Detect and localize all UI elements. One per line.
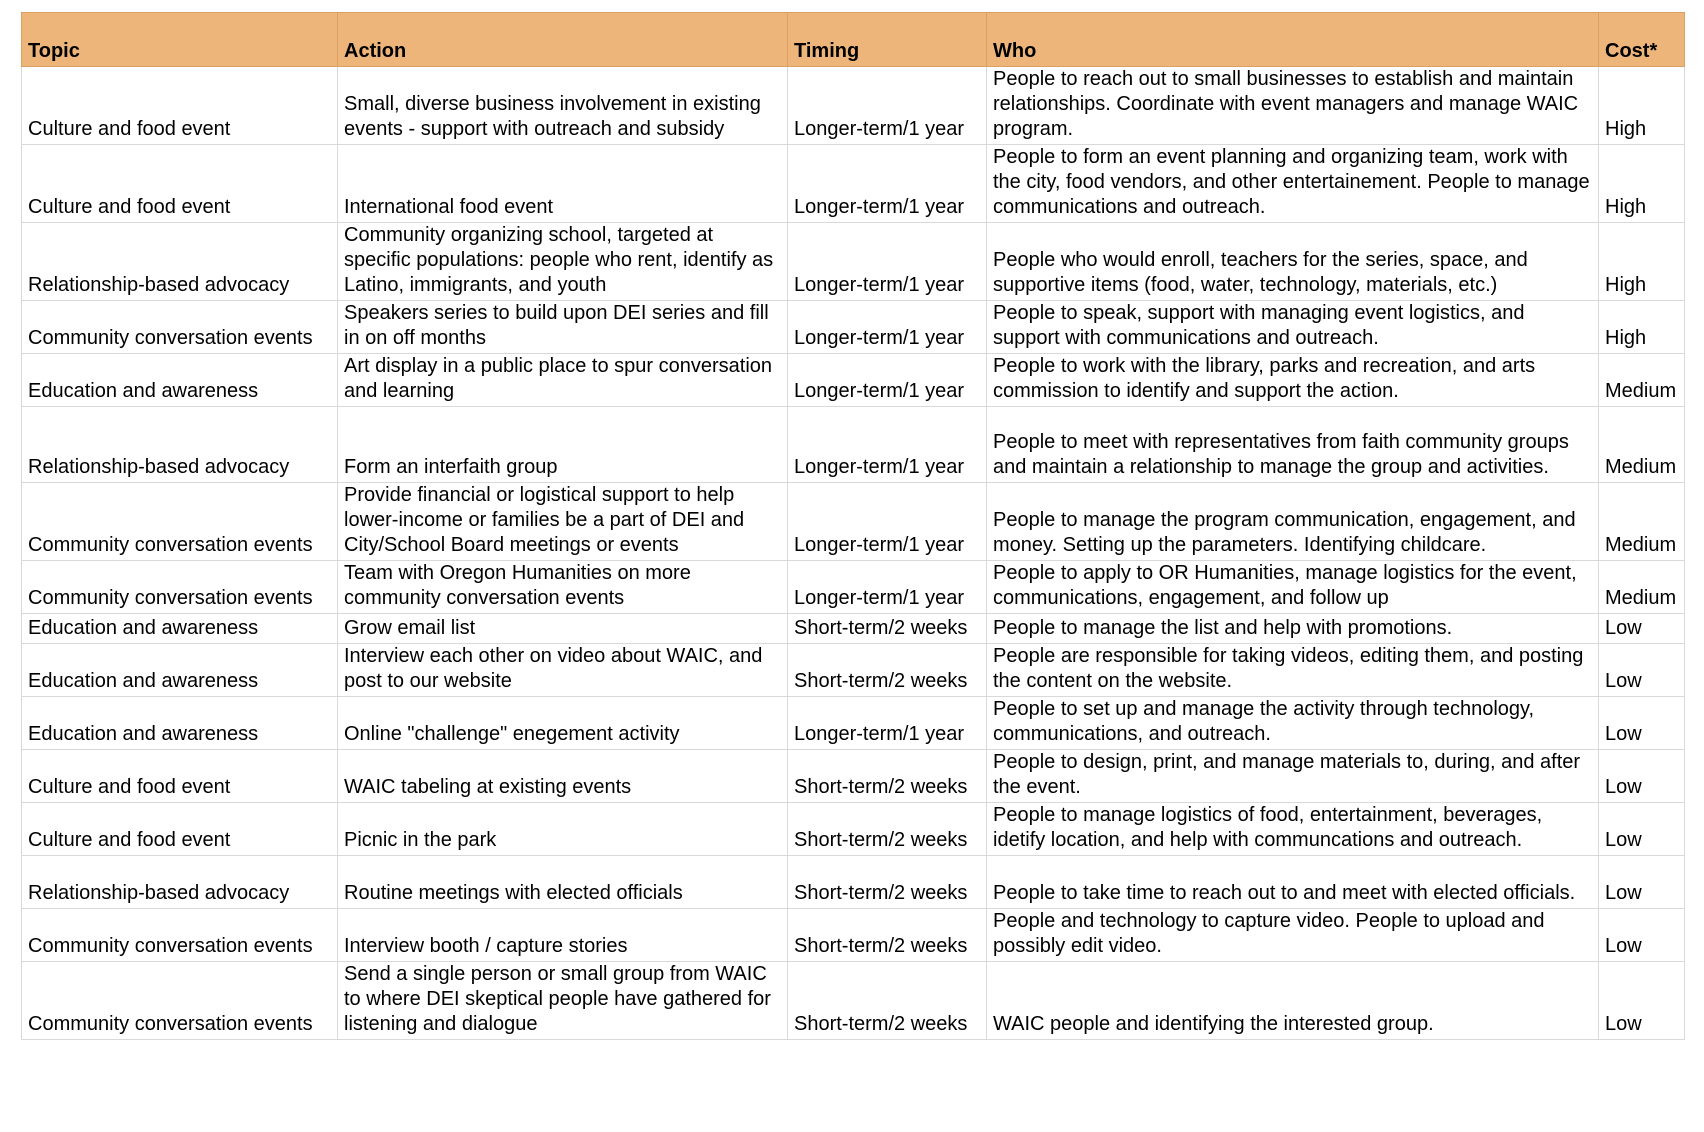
cell-topic[interactable]: Community conversation events [22, 962, 338, 1040]
cell-topic[interactable]: Culture and food event [22, 145, 338, 223]
cell-timing[interactable]: Short-term/2 weeks [788, 614, 987, 644]
cell-cost[interactable]: Low [1599, 697, 1685, 750]
cell-cost[interactable]: Medium [1599, 561, 1685, 614]
cell-cost[interactable]: Medium [1599, 407, 1685, 483]
cell-timing[interactable]: Short-term/2 weeks [788, 750, 987, 803]
cell-cost[interactable]: Low [1599, 614, 1685, 644]
cell-cost[interactable]: Low [1599, 962, 1685, 1040]
cell-timing[interactable]: Longer-term/1 year [788, 561, 987, 614]
cell-who[interactable]: People to work with the library, parks and recreation, and arts commission to identify and support the action. [987, 354, 1599, 407]
table-row [22, 614, 1685, 644]
cell-action[interactable]: Team with Oregon Humanities on more community conversation events [338, 561, 788, 614]
cell-topic[interactable]: Education and awareness [22, 614, 338, 644]
cell-timing[interactable]: Longer-term/1 year [788, 407, 987, 483]
header-timing[interactable]: Timing [788, 13, 987, 67]
cell-action[interactable]: Send a single person or small group from WAIC to where DEI skeptical people have gathered for listening and dialogue [338, 962, 788, 1040]
cell-topic[interactable]: Culture and food event [22, 750, 338, 803]
cell-cost[interactable]: High [1599, 301, 1685, 354]
header-cost[interactable]: Cost* [1599, 13, 1685, 67]
cell-who[interactable]: People who would enroll, teachers for the series, space, and supportive items (food, water, technology, materials, etc.) [987, 223, 1599, 301]
cell-who[interactable]: People to set up and manage the activity through technology, communications, and outreach. [987, 697, 1599, 750]
table-row [22, 962, 1685, 1040]
cell-action[interactable]: WAIC tabeling at existing events [338, 750, 788, 803]
cell-topic[interactable]: Community conversation events [22, 561, 338, 614]
cell-cost[interactable]: Medium [1599, 354, 1685, 407]
table-row [22, 67, 1685, 145]
cell-cost[interactable]: Low [1599, 909, 1685, 962]
cell-cost[interactable]: High [1599, 67, 1685, 145]
table-row [22, 483, 1685, 561]
cell-action[interactable]: Interview booth / capture stories [338, 909, 788, 962]
cell-topic[interactable]: Education and awareness [22, 697, 338, 750]
cell-timing[interactable]: Longer-term/1 year [788, 223, 987, 301]
cell-who[interactable]: People to speak, support with managing event logistics, and support with communications and outreach. [987, 301, 1599, 354]
cell-who[interactable]: People are responsible for taking videos, editing them, and posting the content on the website. [987, 644, 1599, 697]
cell-topic[interactable]: Relationship-based advocacy [22, 856, 338, 909]
cell-action[interactable]: Community organizing school, targeted at specific populations: people who rent, identify as Latino, immigrants, and youth [338, 223, 788, 301]
cell-action[interactable]: Picnic in the park [338, 803, 788, 856]
cell-topic[interactable]: Community conversation events [22, 483, 338, 561]
cell-action[interactable]: Form an interfaith group [338, 407, 788, 483]
cell-who[interactable]: People to manage the list and help with promotions. [987, 614, 1599, 644]
cell-who[interactable]: People to take time to reach out to and meet with elected officials. [987, 856, 1599, 909]
cell-who[interactable]: People to apply to OR Humanities, manage logistics for the event, communications, engagement, and follow up [987, 561, 1599, 614]
cell-action[interactable]: Grow email list [338, 614, 788, 644]
header-row [22, 13, 1685, 67]
cell-cost[interactable]: High [1599, 223, 1685, 301]
table-row [22, 750, 1685, 803]
table-row [22, 223, 1685, 301]
cell-timing[interactable]: Short-term/2 weeks [788, 856, 987, 909]
cell-topic[interactable]: Community conversation events [22, 301, 338, 354]
table-row [22, 644, 1685, 697]
header-topic[interactable]: Topic [22, 13, 338, 67]
cell-who[interactable]: People to reach out to small businesses to establish and maintain relationships. Coordinate with event managers and manage WAIC program. [987, 67, 1599, 145]
cell-topic[interactable]: Education and awareness [22, 644, 338, 697]
cell-cost[interactable]: Medium [1599, 483, 1685, 561]
cell-action[interactable]: Interview each other on video about WAIC, and post to our website [338, 644, 788, 697]
cell-action[interactable]: Routine meetings with elected officials [338, 856, 788, 909]
cell-topic[interactable]: Relationship-based advocacy [22, 407, 338, 483]
table-row [22, 354, 1685, 407]
cell-who[interactable]: People to meet with representatives from faith community groups and maintain a relationship to manage the group and activities. [987, 407, 1599, 483]
cell-action[interactable]: Provide financial or logistical support to help lower-income or families be a part of DEI and City/School Board meetings or events [338, 483, 788, 561]
cell-topic[interactable]: Culture and food event [22, 67, 338, 145]
header-action[interactable]: Action [338, 13, 788, 67]
cell-timing[interactable]: Short-term/2 weeks [788, 803, 987, 856]
cell-who[interactable]: People to manage logistics of food, entertainment, beverages, idetify location, and help with communcations and outreach. [987, 803, 1599, 856]
cell-cost[interactable]: Low [1599, 856, 1685, 909]
cell-timing[interactable]: Longer-term/1 year [788, 145, 987, 223]
action-plan-table [21, 12, 1685, 1040]
cell-cost[interactable]: Low [1599, 750, 1685, 803]
cell-topic[interactable]: Community conversation events [22, 909, 338, 962]
cell-who[interactable]: People to form an event planning and organizing team, work with the city, food vendors, and other entertainement. People to manage communications and outreach. [987, 145, 1599, 223]
cell-who[interactable]: WAIC people and identifying the interested group. [987, 962, 1599, 1040]
table-row [22, 561, 1685, 614]
cell-timing[interactable]: Longer-term/1 year [788, 483, 987, 561]
cell-timing[interactable]: Longer-term/1 year [788, 697, 987, 750]
cell-timing[interactable]: Short-term/2 weeks [788, 909, 987, 962]
cell-action[interactable]: Online "challenge" enegement activity [338, 697, 788, 750]
cell-topic[interactable]: Culture and food event [22, 803, 338, 856]
table-row [22, 301, 1685, 354]
cell-action[interactable]: Speakers series to build upon DEI series and fill in on off months [338, 301, 788, 354]
cell-action[interactable]: Small, diverse business involvement in existing events - support with outreach and subsidy [338, 67, 788, 145]
cell-timing[interactable]: Longer-term/1 year [788, 67, 987, 145]
cell-timing[interactable]: Longer-term/1 year [788, 354, 987, 407]
cell-timing[interactable]: Short-term/2 weeks [788, 644, 987, 697]
table-row [22, 145, 1685, 223]
cell-who[interactable]: People to design, print, and manage materials to, during, and after the event. [987, 750, 1599, 803]
table-body [22, 67, 1685, 1040]
cell-cost[interactable]: High [1599, 145, 1685, 223]
cell-topic[interactable]: Education and awareness [22, 354, 338, 407]
table-row [22, 909, 1685, 962]
table-row [22, 803, 1685, 856]
cell-action[interactable]: Art display in a public place to spur conversation and learning [338, 354, 788, 407]
cell-timing[interactable]: Longer-term/1 year [788, 301, 987, 354]
table-row [22, 697, 1685, 750]
cell-who[interactable]: People to manage the program communication, engagement, and money. Setting up the parameters. Identifying childcare. [987, 483, 1599, 561]
header-who[interactable]: Who [987, 13, 1599, 67]
cell-action[interactable]: International food event [338, 145, 788, 223]
cell-who[interactable]: People and technology to capture video. People to upload and possibly edit video. [987, 909, 1599, 962]
table-row [22, 407, 1685, 483]
cell-topic[interactable]: Relationship-based advocacy [22, 223, 338, 301]
cell-timing[interactable]: Short-term/2 weeks [788, 962, 987, 1040]
cell-cost[interactable]: Low [1599, 644, 1685, 697]
table-row [22, 856, 1685, 909]
cell-cost[interactable]: Low [1599, 803, 1685, 856]
